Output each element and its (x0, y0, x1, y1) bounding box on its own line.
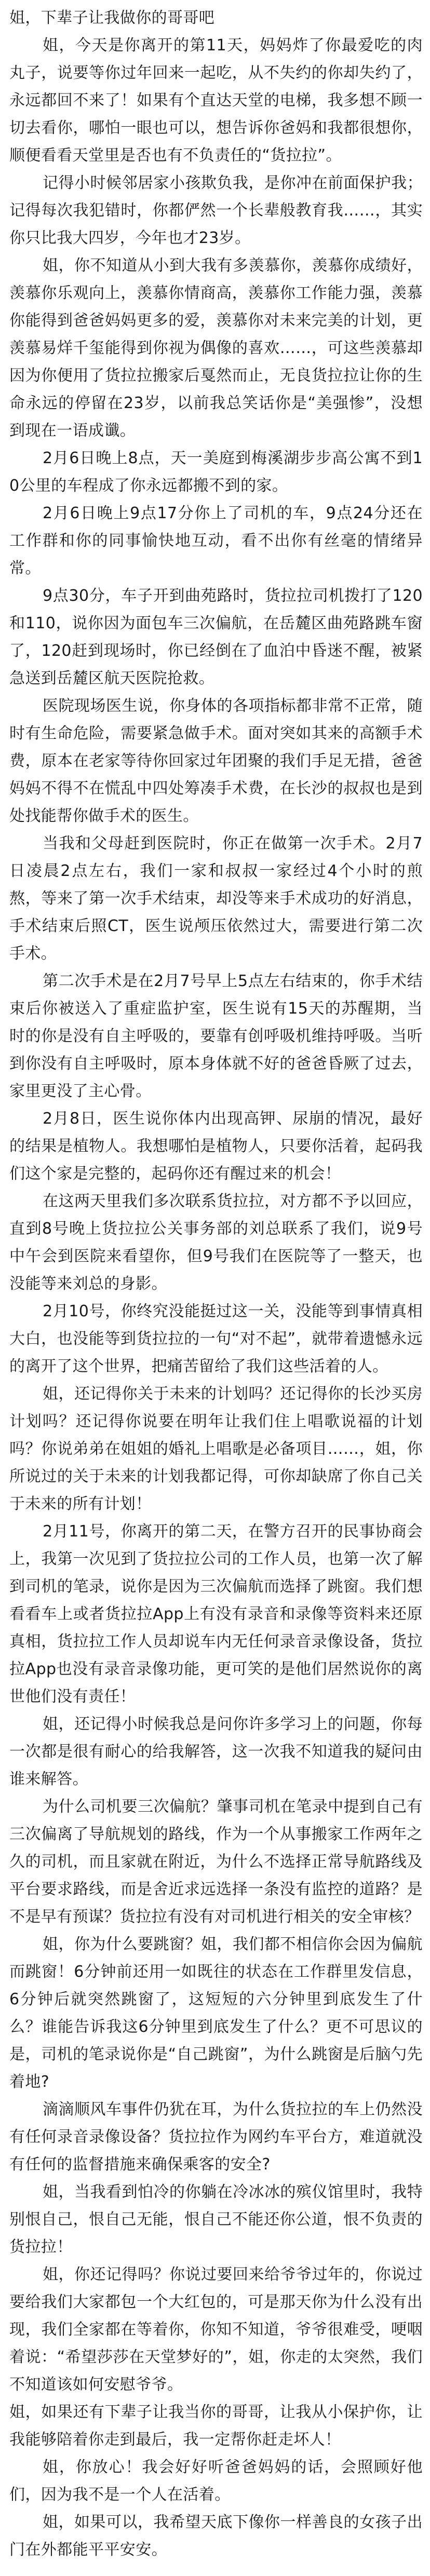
paragraph: 姐，如果还有下辈子让我当你的哥哥，让我从小保护你，让我能够陪着你走到最后，我一定帮你赶走坏人！ (9, 2403, 423, 2449)
paragraph: 2月10号，你终究没能挺过这一关，没能等到事情真相大白，也没能等到货拉拉的一句“对不起”，就带着遗憾永远的离开了这个世界，把痛苦留给了我们这些活着的人。 (9, 1302, 423, 1375)
paragraph: 2月11号，你离开的第二天，在警方召开的民事协商会上，我第一次见到了货拉拉公司的工作人员，也第一次了解到司机的笔录，说你是因为三次偏航而选择了跳窗。我们想看看车上或者货拉拉App上有没有录音和录像等资料来还原真相，货拉拉工作人员却说车内无任何录音录像设备，货拉拉App也没有录音录像功能，更可笑的是他们居然说你的离世他们没有责任！ (9, 1522, 423, 1706)
paragraph-title-line: 姐，下辈子让我做你的哥哥吧 (9, 9, 215, 27)
paragraph: 2月6日晚上9点17分你上了司机的车，9点24分还在工作群和你的同事愉快地互动，看不出你有丝毫的情绪异常。 (9, 504, 423, 577)
paragraph: 2月6日晚上8点，天一美庭到梅溪湖步步高公寓不到10公里的车程成了你永远都搬不到的家。 (9, 449, 423, 495)
paragraph: 记得小时候邻居家小孩欺负我，是你冲在前面保护我；记得每次我犯错时，你都俨然一个长辈般教育我……，其实你只比我大四岁，今年也才23岁。 (9, 174, 423, 247)
paragraph: 当我和父母赶到医院时，你正在做第一次手术。2月7日凌晨2点左右，我们一家和叔叔一家经过4个小时的煎熬，等来了第一次手术结束，却没等来手术成功的好消息，手术结束后照CT，医生说颅压依然过大，需要进行第二次手术。 (9, 834, 423, 963)
paragraph: 姐，还记得你关于未来的计划吗？还记得你的长沙买房计划吗？还记得你说要在明年让我们住上唱歌说福的计划吗？你说弟弟在姐姐的婚礼上唱歌是必备项目……，姐，你所说过的关于未来的计划我都记得，可你却缺席了你自己关于未来的所有计划！ (9, 1385, 423, 1513)
paragraph: 姐，你放心！我会好好听爸爸妈妈的话，会照顾好他们，因为我不是一个人在活着。 (9, 2458, 423, 2504)
paragraph: 姐，今天是你离开的第11天，妈妈炸了你最爱吃的肉丸子，说要等你过年回来一起吃，从不失约的你却失约了，永远都回不来了！如果有个直达天堂的电梯，我多想不顾一切去看你，哪怕一眼也可以，想告诉你爸妈和我都很想你，顺便看看天堂里是否也有不负责任的“货拉拉”。 (9, 36, 423, 165)
paragraph: 姐，当我看到怕冷的你躺在冷冰冰的殡仪馆里时，我特别恨自己，恨自己无能，恨自己不能还你公道，恨不负责的货拉拉！ (9, 2183, 423, 2256)
paragraph: 第二次手术是在2月7号早上5点左右结束的，你手术结束后你被送入了重症监护室，医生说有15天的苏醒期，当时的你是没有自主呼吸的，要靠有创呼吸机维持呼吸。当听到你没有自主呼吸时，原本身体就不好的爸爸昏厥了过去，家里更没了主心骨。 (9, 972, 423, 1100)
paragraph: 姐，还记得小时候我总是问你许多学习上的问题，你每一次都是很有耐心的给我解答，这一次我不知道我的疑问由谁来解答。 (9, 1715, 423, 1788)
paragraph: 2月8日，医生说你体内出现高钾、尿崩的情况，最好的结果是植物人。我想哪怕是植物人，只要你活着，起码我们这个家是完整的，起码你还有醒过来的机会！ (9, 1110, 423, 1183)
paragraph: 姐，你不知道从小到大我有多羡慕你，羡慕你成绩好，羡慕你乐观向上，羡慕你情商高，羡慕你工作能力强，羡慕你能得到爸爸妈妈更多的爱，羡慕你对未来完美的计划，更羡慕易烊千玺能得到你视为偶像的喜欢……，可这些羡慕却因为你便用了货拉拉搬家后戛然而止，无良货拉拉让你的生命永远的停留在23岁，以前我总笑话你是“美强惨”，没想到现在一语成谶。 (9, 257, 423, 440)
paragraph: 姐，你为什么要跳窗？姐，我们都不相信你会因为偏航而跳窗！6分钟前还用一如既往的状态在工作群里发信息，6分钟后就突然跳窗了，这短短的六分钟里到底发生了什么？谁能告诉我这6分钟里到底发生了什么？更不可思议的是，司机的笔录说你是“自己跳窗”，为什么跳窗是后脑勺先着地? (9, 1935, 423, 2091)
paragraph: 在这两天里我们多次联系货拉拉，对方都不予以回应，直到8号晚上货拉拉公关事务部的刘总联系了我们，说9号中午会到医院来看望你，但9号我们在医院等了一整天，也没能等来刘总的身影。 (9, 1192, 423, 1293)
paragraph: 医院现场医生说，你身体的各项指标都非常不正常，随时有生命危险，需要紧急做手术。面对突如其来的高额手术费，原本在老家等待你回家过年团聚的我们手足无措，爸爸妈妈不得不在慌乱中四处筹凑手术费，在长沙的叔叔也是到处找能帮你做手术的医生。 (9, 697, 423, 825)
paragraph: 姐，如果可以，我希望天底下像你一样善良的女孩子出门在外都能平平安安。 (9, 2513, 423, 2559)
paragraph: 滴滴顺风车事件仍犹在耳，为什么货拉拉的车上仍然没有任何录音录像设备？货拉拉作为网约车平台方，难道就没有任何的监督措施来确保乘客的安全? (9, 2100, 423, 2174)
paragraph: 姐，你还记得吗？你说过要回来给爷爷过年的，你说过要给我们大家都包一个大红包的，可是那天你为什么没有出现，我们全家都在等着你，你知不知道，爷爷很难受，哽咽着说：“希望莎莎在天堂梦好的”，姐，你走的太突然，我们不知道该如何安慰爷爷。 (9, 2265, 423, 2394)
paragraph: 9点30分，车子开到曲苑路时，货拉拉司机拨打了120和110，说你因为面包车三次偏航，在岳麓区曲苑路跳车窗了，120赶到现场时，你已经倒在了血泊中昏迷不醒，被紧急送到岳麓区航天医院抢救。 (9, 587, 423, 687)
paragraph: 为什么司机要三次偏航？肇事司机在笔录中提到自己有三次偏离了导航规划的路线，作为一个从事搬家工作两年之久的司机，而且家就在附近，为什么不选择正常导航路线及平台要求路线，而是舍近求远选择一条没有监控的道路？是不是早有预谋？货拉拉有没有对司机进行相关的安全审核？ (9, 1798, 423, 1926)
